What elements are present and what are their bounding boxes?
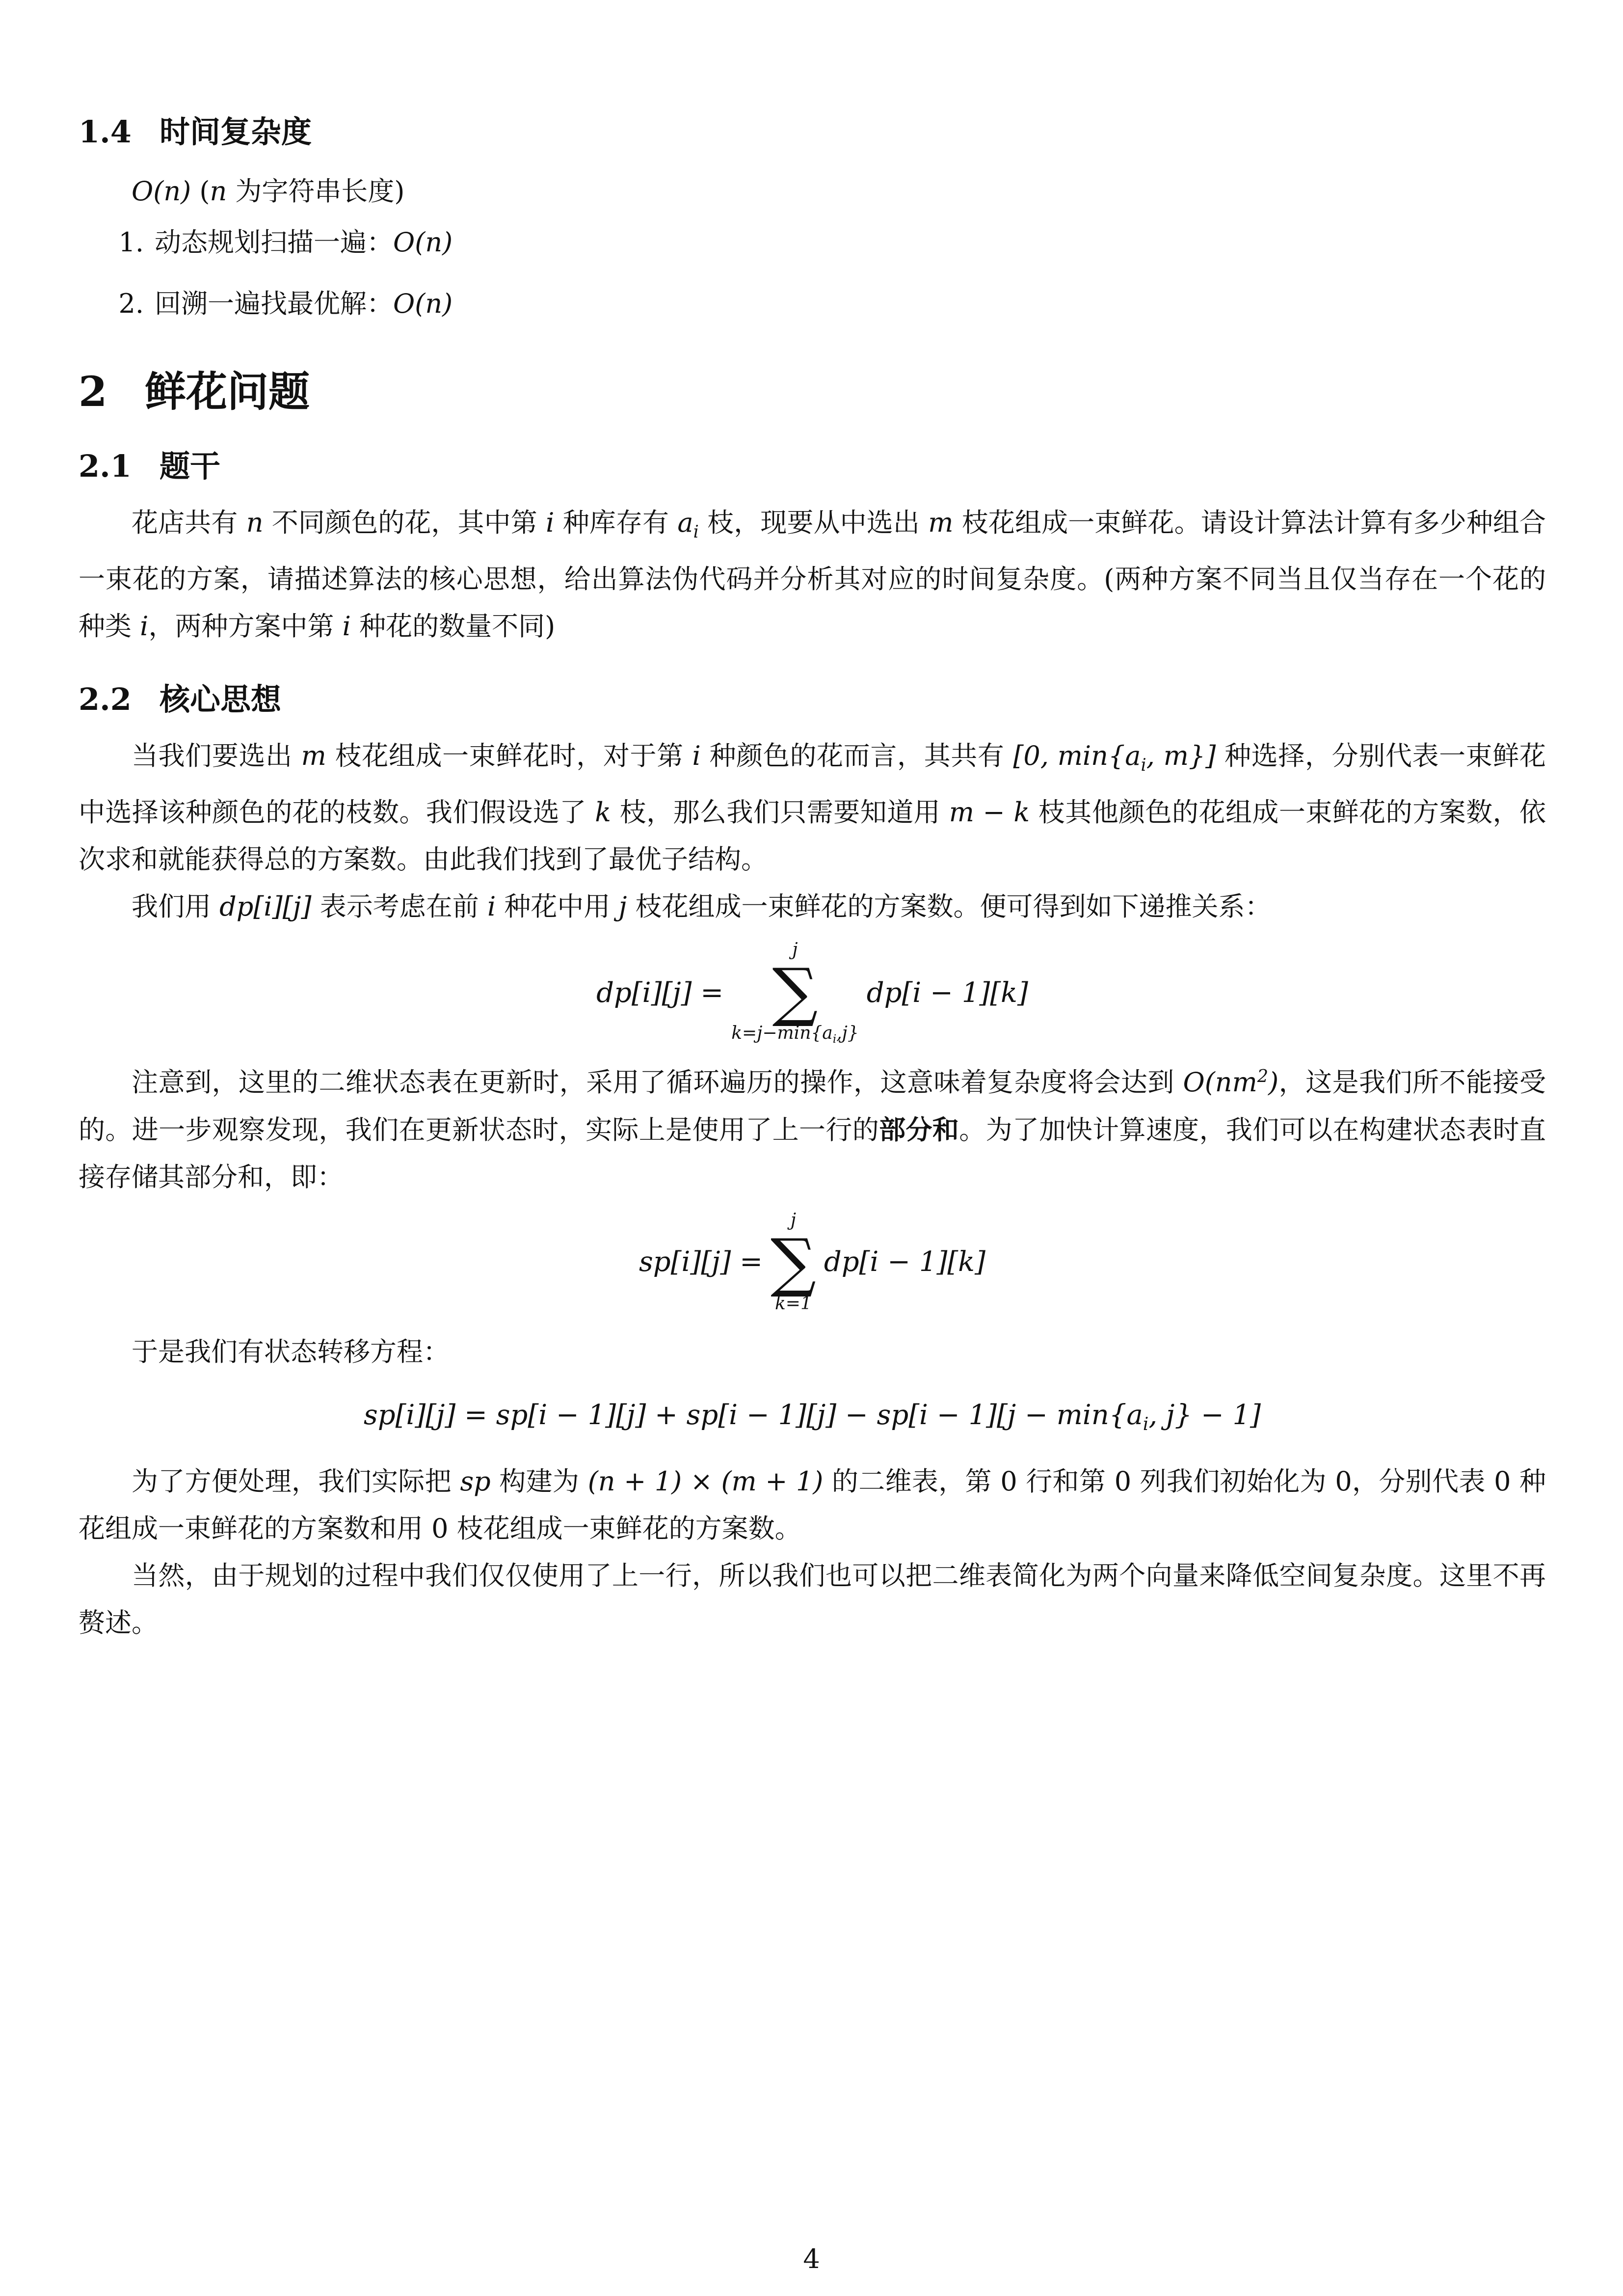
section-title: 题干 (160, 448, 221, 484)
core-idea-paragraph-2: 我们用 dp[i][j] 表示考虑在前 i 种花中用 j 枝花组成一束鲜花的方案数。便可得到如下递推关系： (132, 891, 1272, 922)
problem-statement: 花店共有 n 不同颜色的花，其中第 i 种库存有 $a_i$ 枝，现要从中选出 m 枝花组成一束鲜花。请设计算法计算有多少种组合一束花的方案，请描述算法的核心思想，给出算法伪代码并分析其对应的时间复杂度。(两种方案不同当且仅当存在一个花的种类 i，两种方案中第 i 种花的数量不同) (79, 507, 1546, 642)
section-number: 2.1 (79, 448, 132, 484)
section-heading-2-2 (79, 681, 1546, 718)
section-title: 鲜花问题 (145, 367, 310, 416)
section-title: 时间复杂度 (160, 114, 312, 150)
bold-term: 部分和 (879, 1114, 959, 1146)
list-item-number: 2. (118, 288, 144, 320)
page-number: 4 (803, 2243, 820, 2274)
math-big-o: O(n) (132, 176, 191, 207)
equation-transition: $sp[i][j] = sp[i - 1][j] + sp[i - 1][j] - sp[i - 1][j - \min\{a_i$, j} − 1] (363, 1399, 1261, 1435)
complexity-intro: O(n) (n 为字符串长度) (132, 176, 405, 207)
core-idea-paragraph-6: 当然，由于规划的过程中我们仅仅使用了上一行，所以我们也可以把二维表简化为两个向量来降低空间复杂度。这里不再赘述。 (79, 1560, 1546, 1639)
intro-text: 为字符串长度) (235, 176, 405, 207)
summation: j ∑ $k=j-\min\{a_i,j\}$ (731, 940, 859, 1046)
section-heading-2-1 (79, 448, 1546, 485)
core-idea-paragraph-1: 当我们要选出 m 枝花组成一束鲜花时，对于第 i 种颜色的花而言，其共有 [0, $\min\{a_i$, m}] 种选择，分别代表一束鲜花中选择该种颜色的花的枝数。我们假设选了 k 枝，那么我们只需要知道用 m − k 枝其他颜色的花组成一束鲜花的方案数，依次求和就能获得总的方案数。由此我们找到了最优子结构。 (79, 740, 1546, 875)
section-title: 核心思想 (160, 681, 282, 717)
list-item-text: 回溯一遍找最优解： (155, 288, 393, 320)
list-item (79, 288, 1546, 320)
equation-partial-sum: sp[i][j] = j ∑ k=1 dp[i − 1][k] (639, 1210, 985, 1314)
complexity-list (79, 227, 1546, 320)
summation: j ∑ k=1 (771, 1210, 816, 1314)
list-item-math: O(n) (393, 288, 453, 320)
list-item (79, 227, 1546, 259)
core-idea-paragraph-5: 为了方便处理，我们实际把 sp 构建为 (n + 1) × (m + 1) 的二维表，第 0 行和第 0 列我们初始化为 0，分别代表 0 种花组成一束鲜花的方案数和用 0 枝花组成一束鲜花的方案数。 (79, 1466, 1546, 1544)
equation-recurrence: dp[i][j] = j ∑ $k=j-\min\{a_i,j\}$ dp[i − 1][k] (596, 940, 1028, 1046)
core-idea-paragraph-4: 于是我们有状态转移方程： (132, 1336, 450, 1368)
list-item-math: O(n) (393, 227, 453, 258)
section-number: 2.2 (79, 681, 132, 717)
list-item-number: 1. (118, 227, 144, 258)
section-number: 1.4 (79, 114, 132, 150)
math-var: n (210, 176, 227, 207)
section-heading-2 (79, 367, 1546, 417)
section-heading-1-4 (79, 114, 1546, 150)
list-item-text: 动态规划扫描一遍： (155, 227, 393, 258)
section-number: 2 (79, 367, 107, 416)
core-idea-paragraph-3: 注意到，这里的二维状态表在更新时，采用了循环遍历的操作，这意味着复杂度将会达到 $O(nm^2)$，这是我们所不能接受的。进一步观察发现，我们在更新状态时，实际上是使用了上一行的部分和。为了加快计算速度，我们可以在构建状态表时直接存储其部分和，即： (79, 1066, 1546, 1193)
page-content (79, 98, 1546, 1647)
